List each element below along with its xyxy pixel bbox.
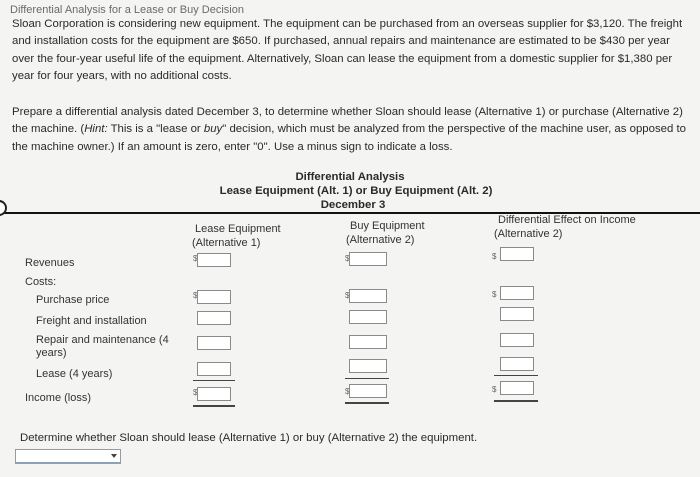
currency-buy-revenues: $ (345, 254, 350, 263)
row-label-income: Income (loss) (25, 392, 92, 404)
row-label-repair-line1: Repair and maintenance (4 (36, 334, 169, 346)
column-header-diff (494, 213, 694, 241)
input-diff-purchase-price[interactable] (500, 286, 534, 300)
column-header-diff-line1: Differential Effect on Income (498, 214, 636, 226)
currency-diff-purchase: $ (492, 290, 497, 299)
hint-buy: buy (203, 123, 223, 136)
buy-total-rule (345, 378, 389, 379)
table-header-date: December 3 (320, 199, 386, 211)
row-label-repair-line2: years) (36, 347, 67, 359)
column-header-buy (346, 219, 486, 247)
input-buy-purchase-price[interactable] (349, 289, 387, 303)
problem-description: Sloan Corporation is considering new equipment. The equipment can be purchased from an overseas supplier for $3,120. The freight and installation costs for the equipment are $650. If purchased, annual repairs and maintenance are estimated to be $430 per year over the four-year useful life of the equipment. Alternatively, Sloan can lease the equipment from a domestic supplier for $1,380 per year for four years, with no additional costs. (12, 18, 683, 82)
diff-double-rule (494, 400, 538, 402)
input-buy-lease[interactable] (349, 359, 387, 373)
decision-question: Determine whether Sloan should lease (Alternative 1) or buy (Alternative 2) the equipment. (20, 432, 478, 444)
decision-select[interactable] (15, 449, 121, 464)
instructions-text-2: " decision, which must be analyzed from the perspective of the machine user, as opposed to the machine owner.) If an amount is zero, enter "0". Use a minus sign to indicate a loss. (12, 123, 686, 153)
currency-diff-income: $ (492, 385, 497, 394)
page-title: Differential Analysis for a Lease or Buy Decision (10, 4, 244, 16)
chevron-down-icon (111, 454, 117, 458)
input-buy-freight[interactable] (349, 310, 387, 324)
buy-double-rule (345, 402, 389, 404)
currency-lease-purchase: $ (193, 291, 198, 300)
table-header-title: Differential Analysis (295, 171, 405, 183)
currency-buy-income: $ (345, 387, 350, 396)
input-diff-revenues[interactable] (500, 247, 534, 261)
currency-lease-income: $ (193, 388, 198, 397)
input-lease-revenues[interactable] (197, 253, 231, 267)
input-lease-repair[interactable] (197, 336, 231, 350)
input-lease-purchase-price[interactable] (197, 290, 231, 304)
column-header-buy-line1: Buy Equipment (350, 220, 425, 232)
instructions-text-1: Prepare a differential analysis dated December 3, to determine whether Sloan should lease (Alternative 1) or purchase (Alternative 2) the machine. ( (12, 106, 683, 136)
instructions (12, 104, 692, 156)
currency-buy-purchase: $ (345, 291, 350, 300)
input-diff-freight[interactable] (500, 307, 534, 321)
row-label-costs: Costs: (25, 276, 57, 288)
column-header-lease-line2: (Alternative 1) (192, 237, 261, 249)
input-diff-income[interactable] (500, 381, 534, 395)
column-header-buy-line2: (Alternative 2) (346, 234, 415, 246)
input-lease-lease[interactable] (197, 362, 231, 376)
lease-total-rule (193, 380, 235, 381)
hint-label: Hint: (84, 123, 108, 136)
diff-total-rule (494, 375, 538, 376)
table-header-subtitle: Lease Equipment (Alt. 1) or Buy Equipment (Alt. 2) (219, 185, 493, 197)
lease-double-rule (193, 405, 235, 407)
input-lease-income[interactable] (197, 387, 231, 401)
input-diff-lease[interactable] (500, 357, 534, 371)
currency-lease-revenues: $ (193, 254, 198, 263)
input-buy-income[interactable] (349, 384, 387, 398)
row-label-repair (36, 334, 169, 360)
column-header-lease-line1: Lease Equipment (195, 223, 281, 235)
column-header-diff-line2: (Alternative 2) (494, 228, 563, 240)
input-buy-repair[interactable] (349, 335, 387, 349)
row-label-lease: Lease (4 years) (36, 368, 113, 380)
row-label-purchase-price: Purchase price (36, 294, 110, 306)
input-buy-revenues[interactable] (349, 252, 387, 266)
row-label-revenues: Revenues (25, 257, 75, 269)
column-header-lease (192, 222, 332, 250)
input-diff-repair[interactable] (500, 333, 534, 347)
hint-text: This is a "lease or (107, 123, 204, 136)
row-label-freight: Freight and installation (36, 315, 147, 327)
currency-diff-revenues: $ (492, 252, 497, 261)
input-lease-freight[interactable] (197, 311, 231, 325)
